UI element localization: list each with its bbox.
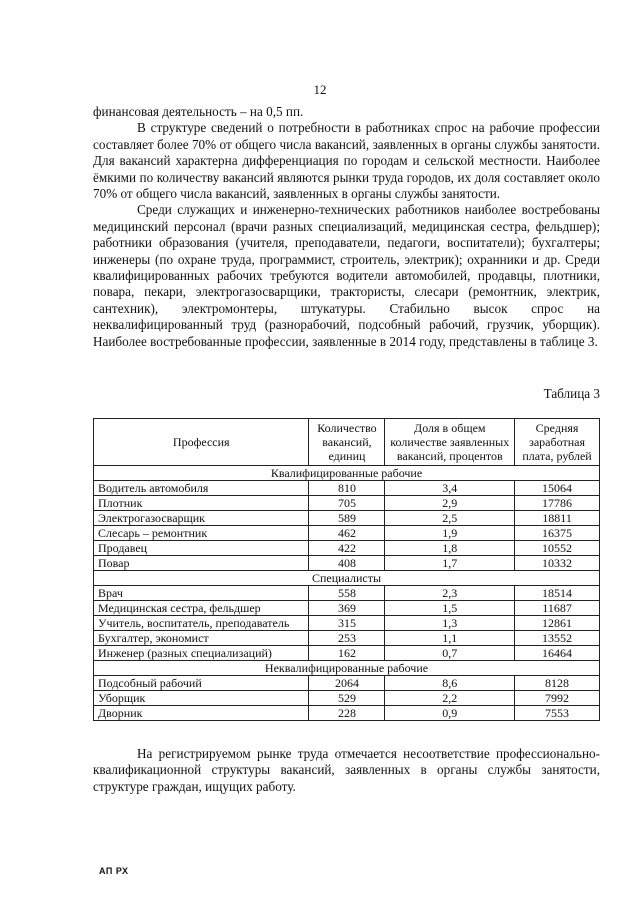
cell-salary: 7992 [515,691,600,706]
footer-mark: АП РХ [99,866,129,876]
table-row [94,496,600,511]
cell-profession: Учитель, воспитатель, преподаватель [94,616,309,631]
paragraph: На регистрируемом рынке труда отмечается несоответствие профессионально-квалификационной структуры вакансий, заявленных в органы службы занятости, структуре граждан, ищущих работу. [93,746,600,794]
cell-count: 2064 [309,676,385,691]
table-row [94,676,600,691]
cell-share: 1,9 [385,526,515,541]
cell-share: 2,2 [385,691,515,706]
cell-profession: Электрогазосварщик [94,511,309,526]
vacancies-table [93,418,600,721]
paragraph: финансовая деятельность – на 0,5 пп. [93,104,304,119]
cell-profession: Дворник [94,706,309,721]
cell-salary: 15064 [515,481,600,496]
cell-profession: Врач [94,586,309,601]
cell-profession: Инженер (разных специализаций) [94,646,309,661]
cell-profession: Медицинская сестра, фельдшер [94,601,309,616]
paragraph: Среди служащих и инженерно-технических работников наиболее востребованы медицинский персонал (врачи разных специализаций, медицинская сестра, фельдшер); работники образования (учителя, преподаватели, педагоги, воспитатели); бухгалтеры; инженеры (по охране труда, программист, строитель, электрик); охранники и др. Среди квалифицированных рабочих требуются водители автомобилей, продавцы, плотники, повара, пекари, электрогазосварщики, трактористы, слесари (ремонтник, электрик, сантехник), электромонтеры, штукатуры. Стабильно высок спрос на неквалифицированный труд (разнорабочий, подсобный рабочий, грузчик, уборщик). Наиболее востребованные профессии, заявленные в 2014 году, представлены в таблице 3. [93,202,600,349]
table-row [94,586,600,601]
table-row [94,526,600,541]
header-share: Доля в общем количестве заявленных вакансий, процентов [385,419,515,466]
cell-count: 315 [309,616,385,631]
cell-salary: 18811 [515,511,600,526]
table-row [94,601,600,616]
table-row [94,556,600,571]
cell-share: 1,3 [385,616,515,631]
cell-profession: Повар [94,556,309,571]
body-text-top [93,104,600,350]
cell-count: 705 [309,496,385,511]
cell-share: 1,7 [385,556,515,571]
cell-salary: 13552 [515,631,600,646]
cell-share: 2,5 [385,511,515,526]
cell-profession: Плотник [94,496,309,511]
group-title: Неквалифицированные рабочие [94,661,600,676]
cell-share: 0,7 [385,646,515,661]
cell-count: 228 [309,706,385,721]
paragraph: В структуре сведений о потребности в работниках спрос на рабочие профессии составляет более 70% от общего числа вакансий, заявленных в органы службы занятости. Для вакансий характерна дифференциация по городам и сельской местности. Наиболее ёмкими по количеству вакансий являются рынки труда городов, их доля составляет около 70% от общего числа вакансий, заявленных в органы службы занятости. [93,120,600,202]
cell-profession: Продавец [94,541,309,556]
cell-share: 2,3 [385,586,515,601]
cell-count: 162 [309,646,385,661]
cell-profession: Слесарь – ремонтник [94,526,309,541]
table-body [94,466,600,721]
cell-count: 589 [309,511,385,526]
cell-salary: 11687 [515,601,600,616]
cell-count: 529 [309,691,385,706]
cell-count: 810 [309,481,385,496]
page-number: 12 [313,82,327,97]
cell-salary: 16464 [515,646,600,661]
body-text-bottom [93,746,600,795]
group-title: Специалисты [94,571,600,586]
table-group-row [94,661,600,676]
cell-salary: 17786 [515,496,600,511]
cell-count: 408 [309,556,385,571]
cell-salary: 10332 [515,556,600,571]
cell-profession: Подсобный рабочий [94,676,309,691]
cell-share: 2,9 [385,496,515,511]
header-profession: Профессия [94,419,309,466]
cell-salary: 16375 [515,526,600,541]
table-row [94,631,600,646]
cell-salary: 7553 [515,706,600,721]
cell-share: 1,8 [385,541,515,556]
cell-count: 369 [309,601,385,616]
header-count: Количество вакансий, единиц [309,419,385,466]
group-title: Квалифицированные рабочие [94,466,600,481]
table-group-row [94,466,600,481]
table-group-row [94,571,600,586]
table-row [94,511,600,526]
table-row [94,706,600,721]
table-row [94,691,600,706]
cell-salary: 18514 [515,586,600,601]
cell-share: 1,1 [385,631,515,646]
cell-share: 8,6 [385,676,515,691]
cell-count: 462 [309,526,385,541]
cell-share: 0,9 [385,706,515,721]
cell-salary: 12861 [515,616,600,631]
cell-share: 1,5 [385,601,515,616]
cell-count: 422 [309,541,385,556]
table-row [94,616,600,631]
table-caption: Таблица 3 [543,386,600,401]
table-row [94,541,600,556]
table-row [94,481,600,496]
header-salary: Средняя заработная плата, рублей [515,419,600,466]
cell-salary: 10552 [515,541,600,556]
cell-salary: 8128 [515,676,600,691]
cell-share: 3,4 [385,481,515,496]
cell-profession: Бухгалтер, экономист [94,631,309,646]
table-header-row [94,419,600,466]
cell-count: 253 [309,631,385,646]
cell-count: 558 [309,586,385,601]
cell-profession: Уборщик [94,691,309,706]
cell-profession: Водитель автомобиля [94,481,309,496]
table-row [94,646,600,661]
